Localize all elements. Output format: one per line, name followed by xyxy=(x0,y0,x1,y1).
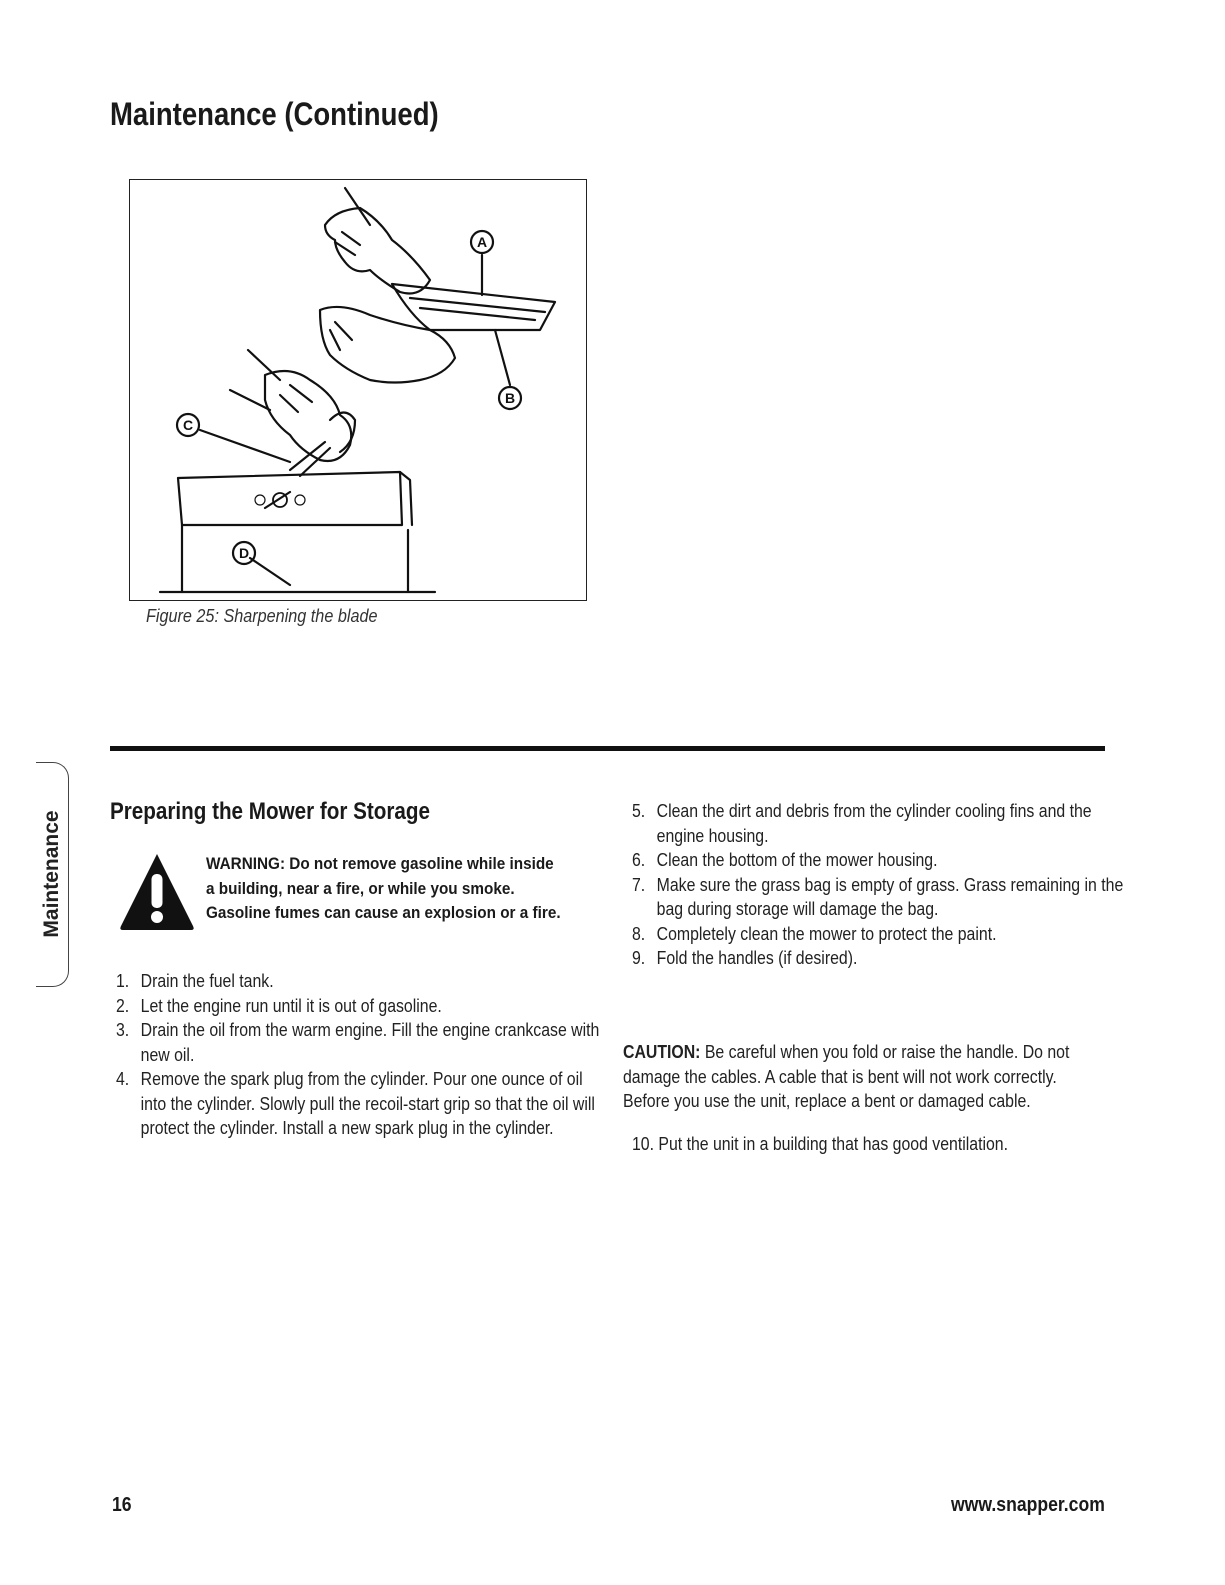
step-number: 5. xyxy=(632,801,646,821)
list-item xyxy=(632,799,1125,848)
storage-steps-right-final xyxy=(632,1132,1125,1157)
callout-d: D xyxy=(238,545,250,561)
callout-c: C xyxy=(182,417,194,433)
list-item xyxy=(632,848,1125,873)
list-item xyxy=(116,1067,609,1141)
storage-steps-left xyxy=(116,969,609,1141)
step-text: Clean the dirt and debris from the cylinder cooling fins and the engine housing. xyxy=(656,801,1092,846)
warning-triangle-icon xyxy=(117,850,197,932)
list-item xyxy=(632,922,1125,947)
list-item xyxy=(116,994,609,1019)
storage-steps-right xyxy=(632,799,1125,971)
page-number: 16 xyxy=(112,1494,132,1516)
step-number: 6. xyxy=(632,850,646,870)
step-text: Drain the fuel tank. xyxy=(140,971,274,991)
step-text: Remove the spark plug from the cylinder. Pour one ounce of oil into the cylinder. Slowly pull the recoil-start grip so that the oil will protect the cylinder. Install a new spark plug in the cylinder. xyxy=(140,1069,595,1138)
step-number: 1. xyxy=(116,971,130,991)
side-tab-label: Maintenance xyxy=(40,810,63,938)
section-title: Preparing the Mower for Storage xyxy=(110,798,430,825)
figure-sharpening-blade xyxy=(129,179,587,601)
step-number: 10. xyxy=(632,1134,655,1154)
step-text: Drain the oil from the warm engine. Fill the engine crankcase with new oil. xyxy=(140,1020,600,1065)
step-number: 7. xyxy=(632,874,646,895)
step-number: 3. xyxy=(116,1020,130,1040)
step-text: Completely clean the mower to protect the paint. xyxy=(656,923,997,944)
footer-url[interactable]: www.snapper.com xyxy=(951,1494,1105,1516)
list-item xyxy=(632,873,1125,922)
list-item xyxy=(632,1132,1125,1157)
list-item xyxy=(116,1018,609,1067)
list-item xyxy=(632,946,1125,971)
step-text: Let the engine run until it is out of gasoline. xyxy=(140,995,442,1016)
step-number: 2. xyxy=(116,995,130,1016)
callout-a: A xyxy=(476,234,488,250)
step-text: Clean the bottom of the mower housing. xyxy=(656,850,938,870)
step-number: 8. xyxy=(632,923,646,944)
caution-text: Be careful when you fold or raise the handle. Do not damage the cables. A cable that is bent will not work correctly. Before you use the unit, replace a bent or damaged cable. xyxy=(623,1042,1070,1111)
step-text: Fold the handles (if desired). xyxy=(656,948,858,968)
warning-text: WARNING: Do not remove gasoline while inside a building, near a fire, or while you smoke. Gasoline fumes can cause an explosion or a fire. xyxy=(206,854,561,922)
step-number: 4. xyxy=(116,1069,130,1089)
blade-sharpening-illustration xyxy=(130,180,586,600)
caution-label: CAUTION: xyxy=(623,1042,701,1062)
step-number: 9. xyxy=(632,948,646,968)
section-divider xyxy=(110,746,1105,751)
step-text: Put the unit in a building that has good ventilation. xyxy=(658,1134,1009,1154)
callout-b: B xyxy=(504,390,516,406)
page-title: Maintenance (Continued) xyxy=(110,96,439,132)
step-text: Make sure the grass bag is empty of grass. Grass remaining in the bag during storage will damage the bag. xyxy=(656,874,1124,919)
caution-note xyxy=(623,1040,1105,1114)
figure-caption: Figure 25: Sharpening the blade xyxy=(146,606,378,626)
list-item xyxy=(116,969,609,994)
